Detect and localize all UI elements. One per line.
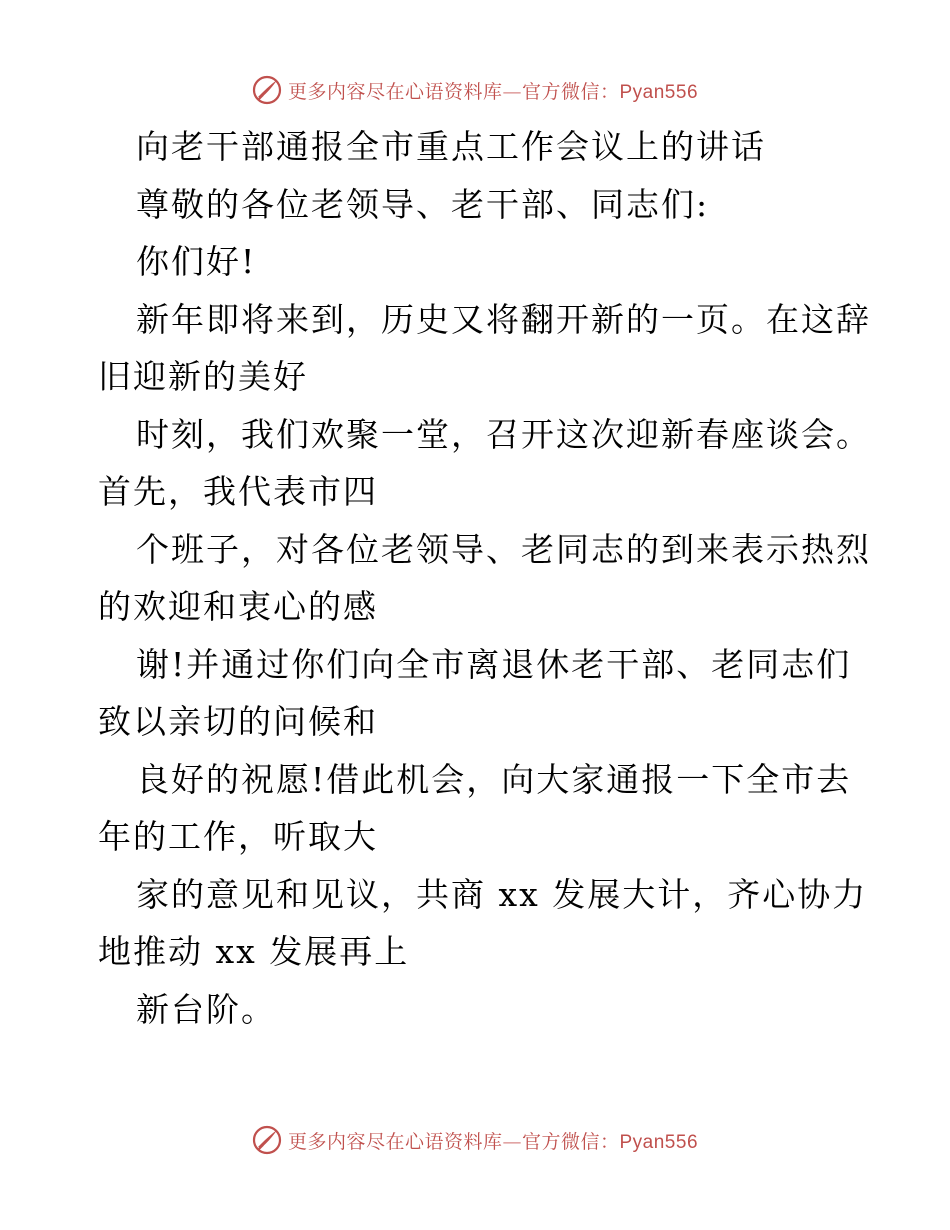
watermark-dash: — <box>502 80 522 103</box>
paragraph-line: 的欢迎和衷心的感 <box>98 587 378 626</box>
line-greeting: 尊敬的各位老领导、老干部、同志们: <box>136 184 710 224</box>
watermark-main: 更多内容尽在心语资料库 <box>287 80 503 103</box>
watermark-official: 官方微信： <box>521 1130 620 1153</box>
paragraph-line: 旧迎新的美好 <box>98 357 308 396</box>
paragraph-line: 新台阶。 <box>136 989 276 1029</box>
watermark-wechat-id: Pyan556 <box>619 1131 699 1153</box>
line-hello: 你们好! <box>136 242 257 281</box>
watermark-text <box>288 77 698 104</box>
document-title: 向老干部通报全市重点工作会议上的讲话 <box>136 127 766 166</box>
watermark-main: 更多内容尽在心语资料库 <box>287 1130 503 1153</box>
paragraph-line: 新年即将来到，历史又将翻开新的一页。在这辞 <box>136 299 871 339</box>
quill-logo-icon <box>252 1125 282 1155</box>
document-body <box>98 118 871 1038</box>
watermark-dash: — <box>502 1130 522 1153</box>
quill-logo-icon <box>252 75 282 105</box>
header-watermark <box>0 72 950 108</box>
paragraph-line: 谢!并通过你们向全市离退休老干部、老同志们 <box>136 644 852 684</box>
paragraph-line: 家的意见和见议，共商 xx 发展大计，齐心协力 <box>136 874 868 914</box>
paragraph-line: 首先，我代表市四 <box>98 472 378 511</box>
watermark-official: 官方微信： <box>521 80 620 103</box>
paragraph-line: 良好的祝愿!借此机会，向大家通报一下全市去 <box>136 759 852 799</box>
paragraph-line: 时刻，我们欢聚一堂，召开这次迎新春座谈会。 <box>136 414 871 454</box>
paragraph-line: 个班子，对各位老领导、老同志的到来表示热烈 <box>136 529 871 569</box>
paragraph-line: 年的工作，听取大 <box>98 817 378 856</box>
paragraph-line: 地推动 xx 发展再上 <box>98 932 410 971</box>
paragraph-line: 致以亲切的问候和 <box>98 702 378 741</box>
watermark-wechat-id: Pyan556 <box>619 81 699 103</box>
watermark-text <box>288 1127 698 1154</box>
footer-watermark <box>0 1122 950 1158</box>
